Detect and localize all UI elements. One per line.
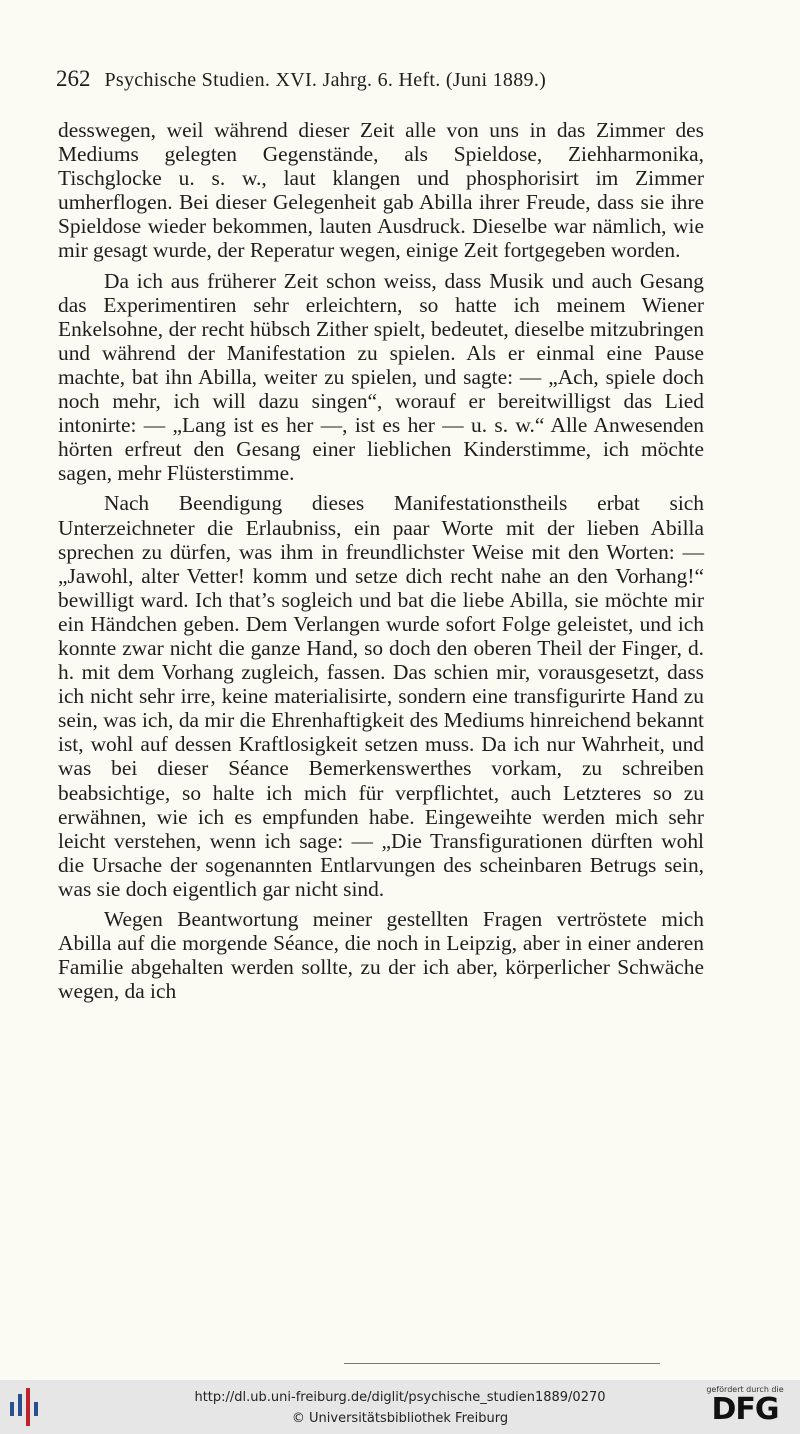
paragraph-hand: Nach Beendigung dieses Manifestationstheils erbat sich Unterzeichneter die Erlaubniss, ein paar Worte mit der lieben Abilla sprechen zu dürfen, was ihm in freundlichster Weise mit den Worten: — „Jawohl, alter Vetter! komm und setze dich recht nahe an den Vorhang!“ bewilligt ward. Ich that’s sogleich und bat die liebe Abilla, sie möchte mir ein Händchen geben. Dem Verlangen wurde sofort Folge geleistet, und ich konnte zwar nicht die ganze Hand, so doch den oberen Theil der Finger, d. h. mit dem Vorhang zugleich, fassen. Das schien mir, vorausgesetzt, dass ich nicht sehr irre, keine materialisirte, sondern eine transfigurirte Hand zu sein, was ich, da mir die Ehrenhaftigkeit des Mediums hinreichend bekannt ist, wohl auf dessen Kraftlosigkeit setzen muss. Da ich nur Wahrheit, und was bei dieser Séance Bemerkenswerthes vorkam, zu schreiben beabsichtige, so halte ich mich für verpflichtet, auch Letzteres so zu erwähnen, wie ich es empfunden habe. Eingeweihte werden mich sehr leicht verstehen, wenn ich sage: — „Die Transfigurationen dürften wohl die Ursache der sogenannten Entlarvungen des scheinbaren Betrugs sein, was sie doch eigentlich gar nicht sind. — [58, 491, 704, 901]
permalink-url[interactable]: http://dl.ub.uni-freiburg.de/diglit/psychische_studien1889/0270 — [194, 1390, 606, 1405]
paragraph-questions: Wegen Beantwortung meiner gestellten Fragen vertröstete mich Abilla auf die morgende Séance, die noch in Leipzig, aber in einer anderen Familie abgehalten werden sollte, zu der ich aber, körperlicher Schwäche wegen, da ich — [58, 907, 704, 1004]
page-header — [56, 66, 700, 92]
running-title: Psychische Studien. XVI. Jahrg. 6. Heft. (Juni 1889.) — [104, 69, 547, 91]
page-number: 262 — [56, 66, 91, 91]
paragraph-music: Da ich aus früherer Zeit schon weiss, dass Musik und auch Gesang das Experimentiren sehr erleichtern, so hatte ich meinem Wiener Enkelsohne, der recht hübsch Zither spielt, bedeutet, dieselbe mitzubringen und während der Manifestation zu spielen. Als er einmal eine Pause machte, bat ihn Abilla, weiter zu spielen, und sagte: — „Ach, spiele doch noch mehr, ich will dazu singen“, worauf er bereitwilligst das Lied intonirte: — „Lang ist es her —, ist es her — u. s. w.“ Alle Anwesenden hörten erfreut den Gesang einer lieblichen Kinderstimme, ich möchte sagen, mehr Flüsterstimme. — [58, 268, 704, 486]
copyright-notice: © Universitätsbibliothek Freiburg — [291, 1411, 509, 1426]
dfg-logo-icon: DFG — [711, 1392, 779, 1427]
body-text — [58, 118, 704, 1003]
dfg-tagline: gefördert durch die — [706, 1385, 784, 1394]
paragraph-continuation: desswegen, weil während dieser Zeit alle von uns in das Zimmer des Mediums gelegten Gegenstände, als Spieldose, Ziehharmonika, Tischglocke u. s. w., laut klangen und phosphorisirt im Zimmer umherflogen. Bei dieser Gelegenheit gab Abilla ihrer Freude, dass sie ihre Spieldose wieder bekommen, lauten Ausdruck. Dieselbe war nämlich, wie mir gesagt wurde, der Reperatur wegen, einige Zeit fortgegeben worden. — [58, 118, 704, 263]
dfg-funding-logo — [700, 1385, 790, 1426]
footnote-rule — [344, 1363, 660, 1364]
viewer-footer — [0, 1380, 800, 1434]
